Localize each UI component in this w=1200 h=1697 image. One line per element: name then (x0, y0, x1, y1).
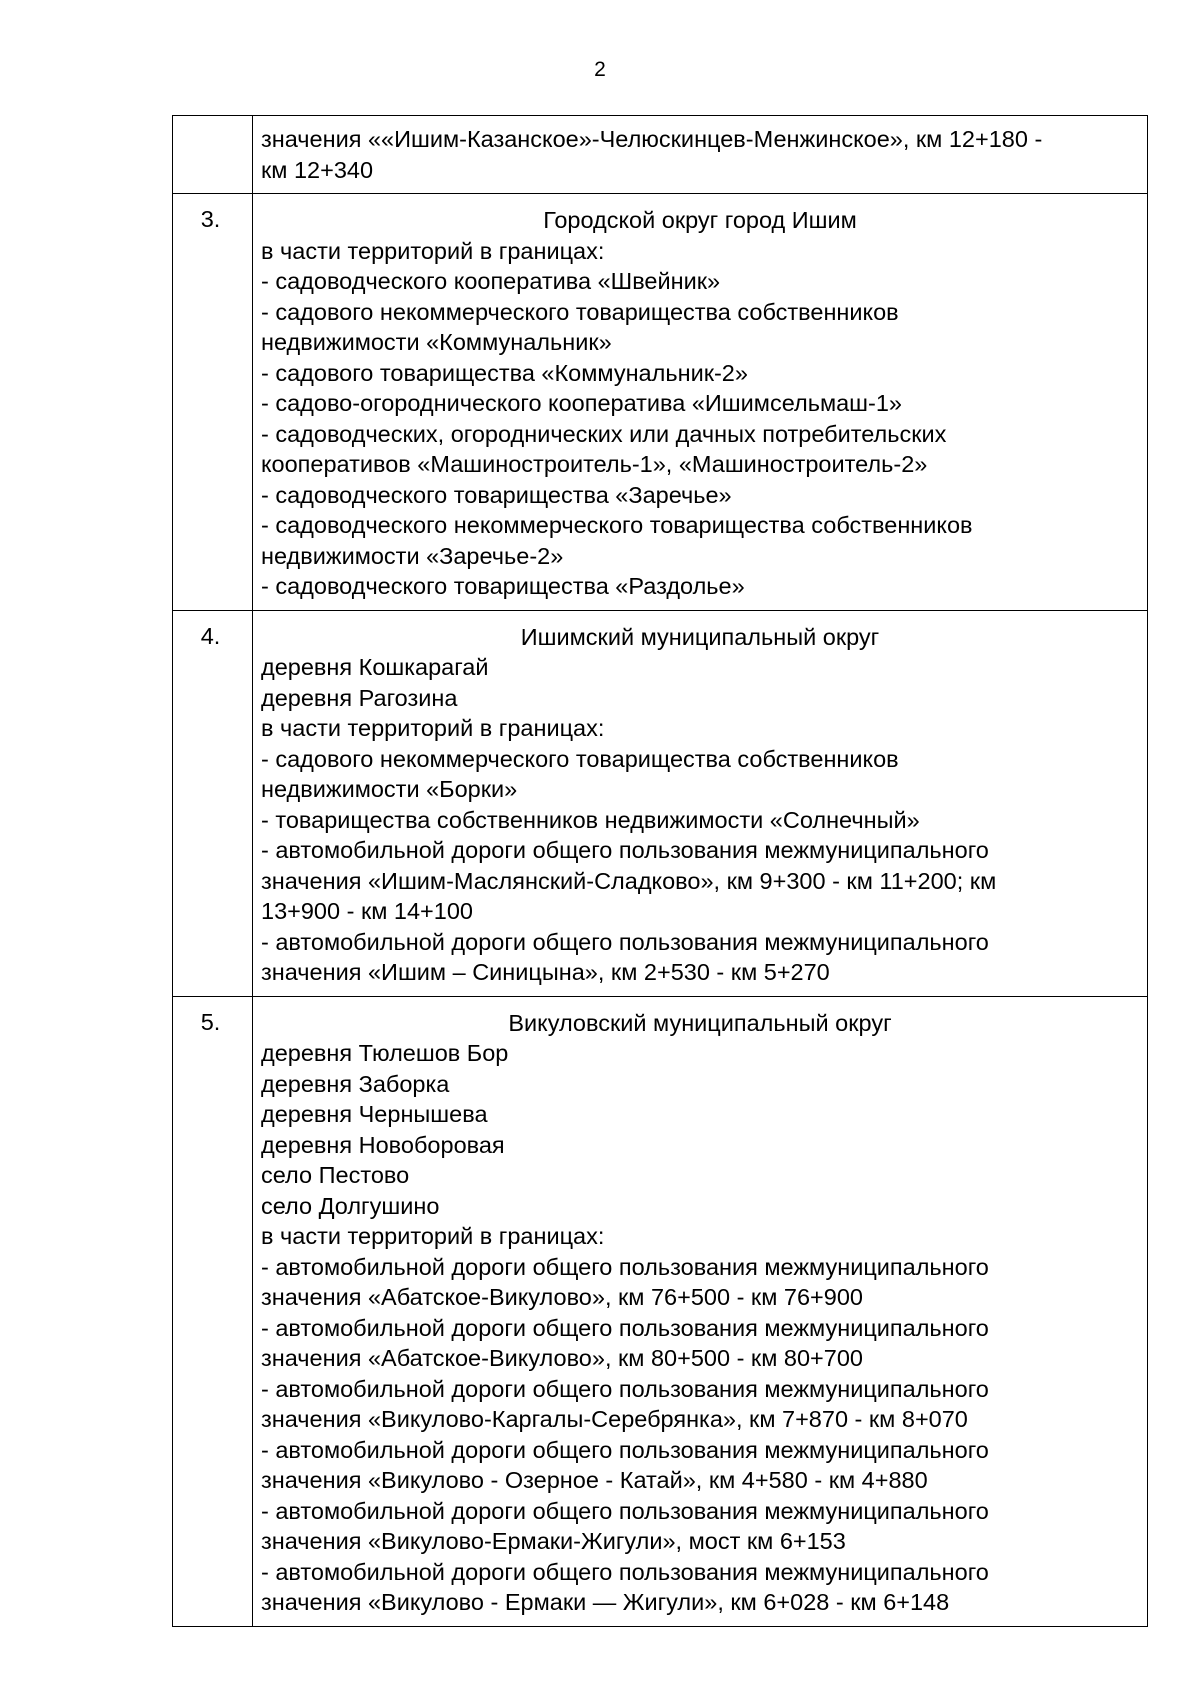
text-line: - садоводческого товарищества «Заречье» (261, 481, 732, 508)
text-line: недвижимости «Заречье-2» (261, 542, 564, 569)
text-line: деревня Заборка (261, 1070, 450, 1097)
table-row (173, 194, 1148, 611)
text-line: значения «Викулово-Ермаки-Жигули», мост км 6+153 (261, 1528, 846, 1554)
row-content (253, 116, 1148, 194)
text-line: недвижимости «Борки» (261, 776, 518, 802)
text-line: - автомобильной дороги общего пользования межмуниципального (261, 1314, 989, 1341)
text-line: значения ««Ишим-Казанское»-Челюскинцев-Менжинское», км 12+180 - (261, 126, 1043, 152)
section-title: Викуловский муниципальный округ (508, 1009, 892, 1036)
section-title: Городской округ город Ишим (543, 207, 857, 233)
text-line: недвижимости «Коммунальник» (261, 329, 612, 355)
text-line: - автомобильной дороги общего пользования межмуниципального (261, 837, 989, 863)
text-line: - садоводческих, огороднических или дачных потребительских (261, 420, 947, 447)
text-line: - садоводческого кооператива «Швейник» (261, 268, 721, 294)
text-line: - автомобильной дороги общего пользования межмуниципального (261, 1497, 989, 1524)
text-line: - товарищества собственников недвижимости «Солнечный» (261, 806, 920, 833)
text-line: - автомобильной дороги общего пользования межмуниципального (261, 1436, 989, 1463)
row-content (253, 996, 1148, 1626)
table-row (173, 996, 1148, 1626)
text-line: кооперативов «Машиностроитель-1», «Машиностроитель-2» (261, 451, 928, 477)
text-line: - автомобильной дороги общего пользования межмуниципального (261, 1558, 989, 1585)
row-content (253, 610, 1148, 996)
text-line: в части территорий в границах: (261, 237, 605, 264)
text-line: - автомобильной дороги общего пользования межмуниципального (261, 1375, 989, 1402)
text-line: - автомобильной дороги общего пользования межмуниципального (261, 928, 989, 955)
text-line: в части территорий в границах: (261, 1223, 605, 1249)
text-line: - садоводческого некоммерческого товарищества собственников (261, 512, 973, 538)
row-content (253, 194, 1148, 611)
text-line: деревня Тюлешов Бор (261, 1040, 509, 1066)
row-number: 3. (173, 194, 253, 611)
text-line: значения «Ишим – Синицына», км 2+530 - км 5+270 (261, 959, 830, 985)
text-line: значения «Ишим-Маслянский-Сладково», км 9+300 - км 11+200; км (261, 867, 997, 894)
territories-table (172, 115, 1148, 1627)
section-title: Ишимский муниципальный округ (520, 623, 880, 650)
text-line: - садового товарищества «Коммунальник-2» (261, 359, 748, 386)
row-number (173, 116, 253, 194)
table-row (173, 610, 1148, 996)
text-line: значения «Викулово-Каргалы-Серебрянка», км 7+870 - км 8+070 (261, 1406, 968, 1432)
row-number: 4. (173, 610, 253, 996)
text-line: село Долгушино (261, 1192, 440, 1219)
text-line: - садоводческого товарищества «Раздолье» (261, 573, 745, 599)
text-line: деревня Кошкарагай (261, 654, 489, 680)
text-line: значения «Викулово - Ермаки — Жигули», км 6+028 - км 6+148 (261, 1589, 950, 1615)
text-line: значения «Викулово - Озерное - Катай», км 4+580 - км 4+880 (261, 1467, 928, 1493)
text-line: село Пестово (261, 1162, 410, 1188)
text-line: в части территорий в границах: (261, 715, 605, 741)
text-line: - садового некоммерческого товарищества собственников (261, 745, 899, 772)
text-line: деревня Чернышева (261, 1101, 488, 1127)
text-line: км 12+340 (261, 156, 374, 183)
text-line: - садового некоммерческого товарищества собственников (261, 298, 899, 325)
text-line: - садово-огороднического кооператива «Ишимсельмаш-1» (261, 390, 902, 416)
row-number: 5. (173, 996, 253, 1626)
table-row (173, 116, 1148, 194)
page-number: 2 (594, 58, 606, 81)
text-line: значения «Абатское-Викулово», км 80+500 - км 80+700 (261, 1345, 863, 1371)
text-line: значения «Абатское-Викулово», км 76+500 - км 76+900 (261, 1284, 863, 1310)
text-line: деревня Рагозина (261, 684, 458, 711)
text-line: - автомобильной дороги общего пользования межмуниципального (261, 1253, 989, 1280)
text-line: 13+900 - км 14+100 (261, 898, 473, 924)
text-line: деревня Новоборовая (261, 1131, 505, 1158)
